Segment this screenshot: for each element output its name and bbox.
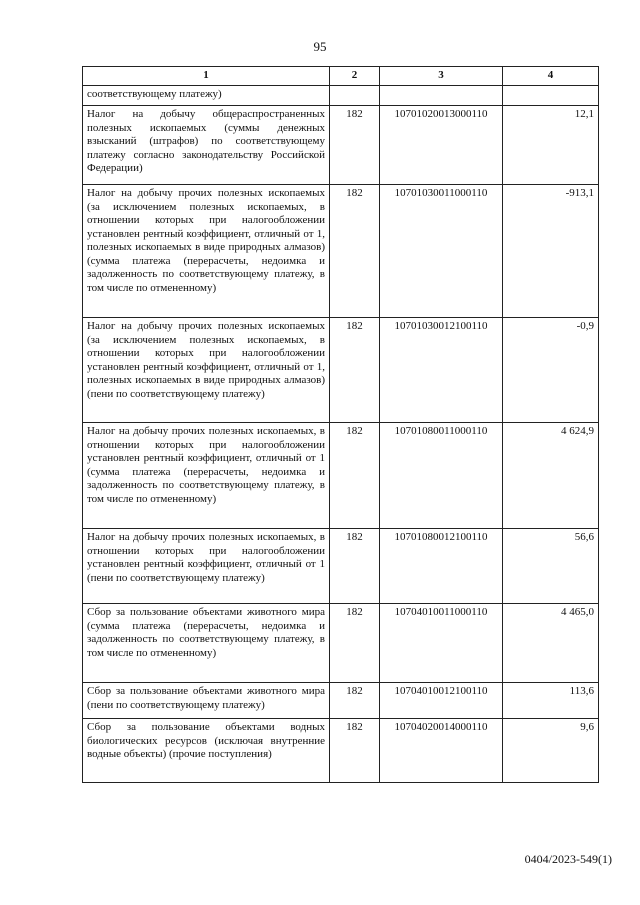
row-amount: -913,1 — [503, 185, 599, 318]
table-row — [83, 318, 599, 423]
row-amount: 9,6 — [503, 719, 599, 783]
table-row — [83, 529, 599, 604]
row-kbk-code: 10701080011000110 — [380, 423, 503, 529]
row-name: Налог на добычу прочих полезных ископаемых (за исключением полезных ископаемых, в отношении которых при налогообложении установлен рентный коэффициент, отличный от 1, полезных ископаемых в виде природных алмазов) (сумма платежа (перерасчеты, недоимка и задолженность по соответствующему платежу, в том числе по отмененному) — [83, 185, 330, 318]
column-header-4: 4 — [503, 67, 599, 86]
table-row — [83, 719, 599, 783]
row-name: Налог на добычу прочих полезных ископаемых, в отношении которых при налогообложении установлен рентный коэффициент, отличный от 1 (пени по соответствующему платежу) — [83, 529, 330, 604]
table-row — [83, 185, 599, 318]
column-header-1: 1 — [83, 67, 330, 86]
table-row — [83, 86, 599, 106]
row-amount: 113,6 — [503, 683, 599, 719]
table-row — [83, 106, 599, 185]
revenue-table — [82, 66, 599, 783]
page-number: 95 — [313, 39, 327, 54]
row-kbk-code: 10701030012100110 — [380, 318, 503, 423]
row-kbk-code: 10704010012100110 — [380, 683, 503, 719]
row-kbk-code — [380, 86, 503, 106]
row-name: Сбор за пользование объектами животного мира (сумма платежа (перерасчеты, недоимка и задолженность по соответствующему платежу, в том числе по отмененному) — [83, 604, 330, 683]
row-name: соответствующему платежу) — [83, 86, 330, 106]
row-name: Сбор за пользование объектами водных биологических ресурсов (исключая внутренние водные объекты) (прочие поступления) — [83, 719, 330, 783]
table-row — [83, 423, 599, 529]
row-admin-code: 182 — [330, 529, 380, 604]
row-amount: -0,9 — [503, 318, 599, 423]
row-name: Налог на добычу прочих полезных ископаемых, в отношении которых при налогообложении установлен рентный коэффициент, отличный от 1 (сумма платежа (перерасчеты, недоимка и задолженность по соответствующему платежу, в том числе по отмененному) — [83, 423, 330, 529]
row-name: Сбор за пользование объектами животного мира (пени по соответствующему платежу) — [83, 683, 330, 719]
row-amount — [503, 86, 599, 106]
row-admin-code: 182 — [330, 423, 380, 529]
row-admin-code: 182 — [330, 683, 380, 719]
row-admin-code — [330, 86, 380, 106]
table-row — [83, 683, 599, 719]
row-name: Налог на добычу прочих полезных ископаемых (за исключением полезных ископаемых, в отношении которых при налогообложении установлен рентный коэффициент, отличный от 1, полезных ископаемых в виде природных алмазов) (пени по соответствующему платежу) — [83, 318, 330, 423]
row-name: Налог на добычу общераспространенных полезных ископаемых (суммы денежных взысканий (штрафов) по соответствующему платежу согласно законодательству Российской Федерации) — [83, 106, 330, 185]
column-header-2: 2 — [330, 67, 380, 86]
table-row — [83, 604, 599, 683]
document-reference-code: 0404/2023-549(1) — [524, 852, 612, 866]
column-header-3: 3 — [380, 67, 503, 86]
row-admin-code: 182 — [330, 185, 380, 318]
row-kbk-code: 10704020014000110 — [380, 719, 503, 783]
row-kbk-code: 10701030011000110 — [380, 185, 503, 318]
row-amount: 4 624,9 — [503, 423, 599, 529]
row-amount: 56,6 — [503, 529, 599, 604]
table-header-row — [83, 67, 599, 86]
row-kbk-code: 10701020013000110 — [380, 106, 503, 185]
row-kbk-code: 10704010011000110 — [380, 604, 503, 683]
row-admin-code: 182 — [330, 106, 380, 185]
row-amount: 4 465,0 — [503, 604, 599, 683]
row-kbk-code: 10701080012100110 — [380, 529, 503, 604]
row-amount: 12,1 — [503, 106, 599, 185]
row-admin-code: 182 — [330, 719, 380, 783]
row-admin-code: 182 — [330, 604, 380, 683]
row-admin-code: 182 — [330, 318, 380, 423]
